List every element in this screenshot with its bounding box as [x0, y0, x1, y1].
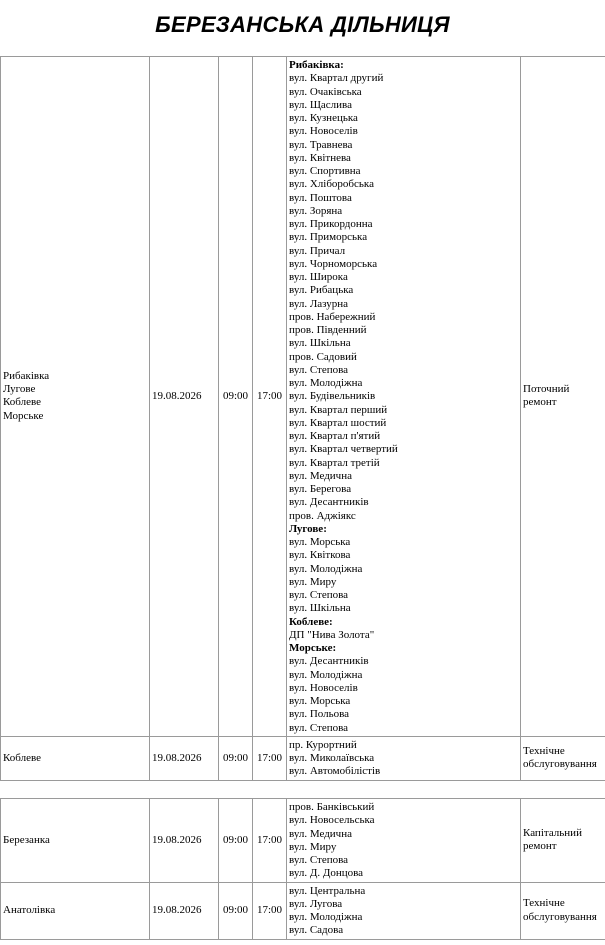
- addresses-cell: [287, 57, 521, 737]
- work-type-cell: [521, 799, 605, 883]
- settlement-name: Рибаківка: [3, 369, 50, 382]
- street-address: вул. Медична: [289, 469, 352, 482]
- street-address: вул. Щаслива: [289, 98, 352, 111]
- start-time-cell: 09:00: [219, 736, 253, 780]
- street-address: вул. Лугова: [289, 897, 343, 910]
- end-time-cell: 17:00: [253, 736, 287, 780]
- table-row: [1, 799, 605, 883]
- date-cell: 19.08.2026: [150, 57, 219, 737]
- street-address: вул. Квартал четвертий: [289, 443, 398, 456]
- street-address: вул. Травнева: [289, 138, 353, 151]
- street-address: вул. Медична: [289, 827, 352, 840]
- street-address: вул. Квартал другий: [289, 72, 384, 85]
- date-cell: 19.08.2026: [150, 882, 219, 939]
- street-address: пров. Набережний: [289, 310, 376, 323]
- street-address: вул. Миколаївська: [289, 752, 375, 764]
- settlements-cell: [1, 799, 150, 883]
- work-type-line: ремонт: [523, 840, 557, 853]
- street-address: пров. Аджіякс: [289, 509, 356, 522]
- end-time-cell: 17:00: [253, 799, 287, 883]
- street-address: вул. Степова: [289, 589, 349, 601]
- street-address: вул. Морська: [289, 695, 351, 707]
- street-address: вул. Степова: [289, 721, 349, 734]
- settlement-name: Лугове: [3, 383, 36, 396]
- settlement-name: Коблеве: [3, 396, 41, 409]
- street-address: вул. Рибацька: [289, 284, 354, 297]
- street-address: вул. Молодіжна: [289, 668, 363, 681]
- street-address: вул. Будівельників: [289, 390, 376, 403]
- date-cell: 19.08.2026: [150, 736, 219, 780]
- table-row: [1, 736, 605, 780]
- street-address: пров. Банківський: [289, 801, 375, 813]
- settlements-cell: [1, 57, 150, 737]
- street-address: вул. Новоселів: [289, 125, 358, 138]
- outage-table: [0, 798, 605, 940]
- street-address: вул. Чорноморська: [289, 257, 378, 270]
- street-address: вул. Автомобілістів: [289, 765, 381, 778]
- street-address: вул. Миру: [289, 575, 337, 588]
- work-type-line: Технічне: [523, 744, 565, 757]
- work-type-cell: [521, 882, 605, 939]
- addresses-cell: [287, 736, 521, 780]
- settlement-heading: Коблеве:: [289, 615, 333, 628]
- street-address: пров. Південний: [289, 324, 367, 336]
- street-address: вул. Приморська: [289, 231, 368, 244]
- street-address: пров. Садовий: [289, 350, 357, 363]
- work-type-line: обслуговування: [523, 910, 597, 923]
- street-address: вул. Десантників: [289, 496, 369, 509]
- street-address: пр. Курортний: [289, 738, 357, 751]
- end-time-cell: 17:00: [253, 882, 287, 939]
- street-address: вул. Степова: [289, 363, 349, 376]
- addresses-cell: [287, 882, 521, 939]
- settlement-heading: Морське:: [289, 642, 337, 654]
- work-type-line: Технічне: [523, 897, 565, 910]
- street-address: ДП "Нива Золота": [289, 628, 375, 641]
- settlements-cell: [1, 736, 150, 780]
- street-address: вул. Шкільна: [289, 337, 351, 350]
- street-address: вул. Квіткова: [289, 549, 351, 562]
- street-address: вул. Новосельська: [289, 814, 375, 827]
- street-address: вул. Зоряна: [289, 204, 343, 217]
- settlement-heading: Лугове:: [289, 522, 327, 535]
- street-address: вул. Шкільна: [289, 602, 351, 615]
- street-address: вул. Квартал п'ятий: [289, 430, 381, 442]
- table-row: [1, 882, 605, 939]
- street-address: вул. Миру: [289, 840, 337, 853]
- outage-table: [0, 56, 605, 781]
- end-time-cell: 17:00: [253, 57, 287, 737]
- street-address: вул. Д. Донцова: [289, 867, 364, 880]
- settlements-cell: [1, 882, 150, 939]
- street-address: вул. Прикордонна: [289, 218, 373, 230]
- street-address: вул. Квітнева: [289, 151, 351, 164]
- street-address: вул. Новоселів: [289, 681, 358, 694]
- street-address: вул. Десантників: [289, 655, 369, 668]
- settlement-heading: Рибаківка:: [289, 59, 344, 71]
- work-type-line: Поточний: [523, 383, 570, 396]
- street-address: вул. Причал: [289, 244, 346, 257]
- street-address: вул. Лазурна: [289, 297, 349, 310]
- street-address: вул. Молодіжна: [289, 377, 363, 389]
- work-type-cell: [521, 736, 605, 780]
- settlement-name: Березанка: [3, 833, 50, 846]
- street-address: вул. Хліборобська: [289, 178, 374, 191]
- settlement-name: Коблеве: [3, 751, 41, 764]
- street-address: вул. Квартал перший: [289, 403, 388, 416]
- street-address: вул. Садова: [289, 924, 344, 937]
- street-address: вул. Поштова: [289, 191, 352, 204]
- start-time-cell: 09:00: [219, 882, 253, 939]
- work-type-line: обслуговування: [523, 758, 597, 771]
- date-cell: 19.08.2026: [150, 799, 219, 883]
- table-row: [1, 57, 605, 737]
- street-address: вул. Спортивна: [289, 165, 361, 177]
- street-address: вул. Молодіжна: [289, 911, 363, 923]
- street-address: вул. Степова: [289, 854, 349, 866]
- addresses-cell: [287, 799, 521, 883]
- street-address: вул. Очаківська: [289, 85, 362, 98]
- work-type-cell: [521, 57, 605, 737]
- work-type-line: Капітальний: [523, 827, 582, 839]
- start-time-cell: 09:00: [219, 57, 253, 737]
- settlement-name: Анатолівка: [3, 903, 56, 916]
- street-address: вул. Польова: [289, 708, 350, 721]
- work-type-line: ремонт: [523, 396, 557, 409]
- street-address: вул. Морська: [289, 536, 351, 548]
- street-address: вул. Широка: [289, 271, 348, 283]
- street-address: вул. Центральна: [289, 884, 366, 897]
- start-time-cell: 09:00: [219, 799, 253, 883]
- street-address: вул. Кузнецька: [289, 112, 358, 124]
- street-address: вул. Берегова: [289, 483, 352, 495]
- street-address: вул. Молодіжна: [289, 562, 363, 575]
- street-address: вул. Квартал третій: [289, 456, 380, 469]
- settlement-name: Морське: [3, 409, 44, 422]
- page-title: БЕРЕЗАНСЬКА ДІЛЬНИЦЯ: [155, 12, 450, 37]
- street-address: вул. Квартал шостий: [289, 416, 387, 429]
